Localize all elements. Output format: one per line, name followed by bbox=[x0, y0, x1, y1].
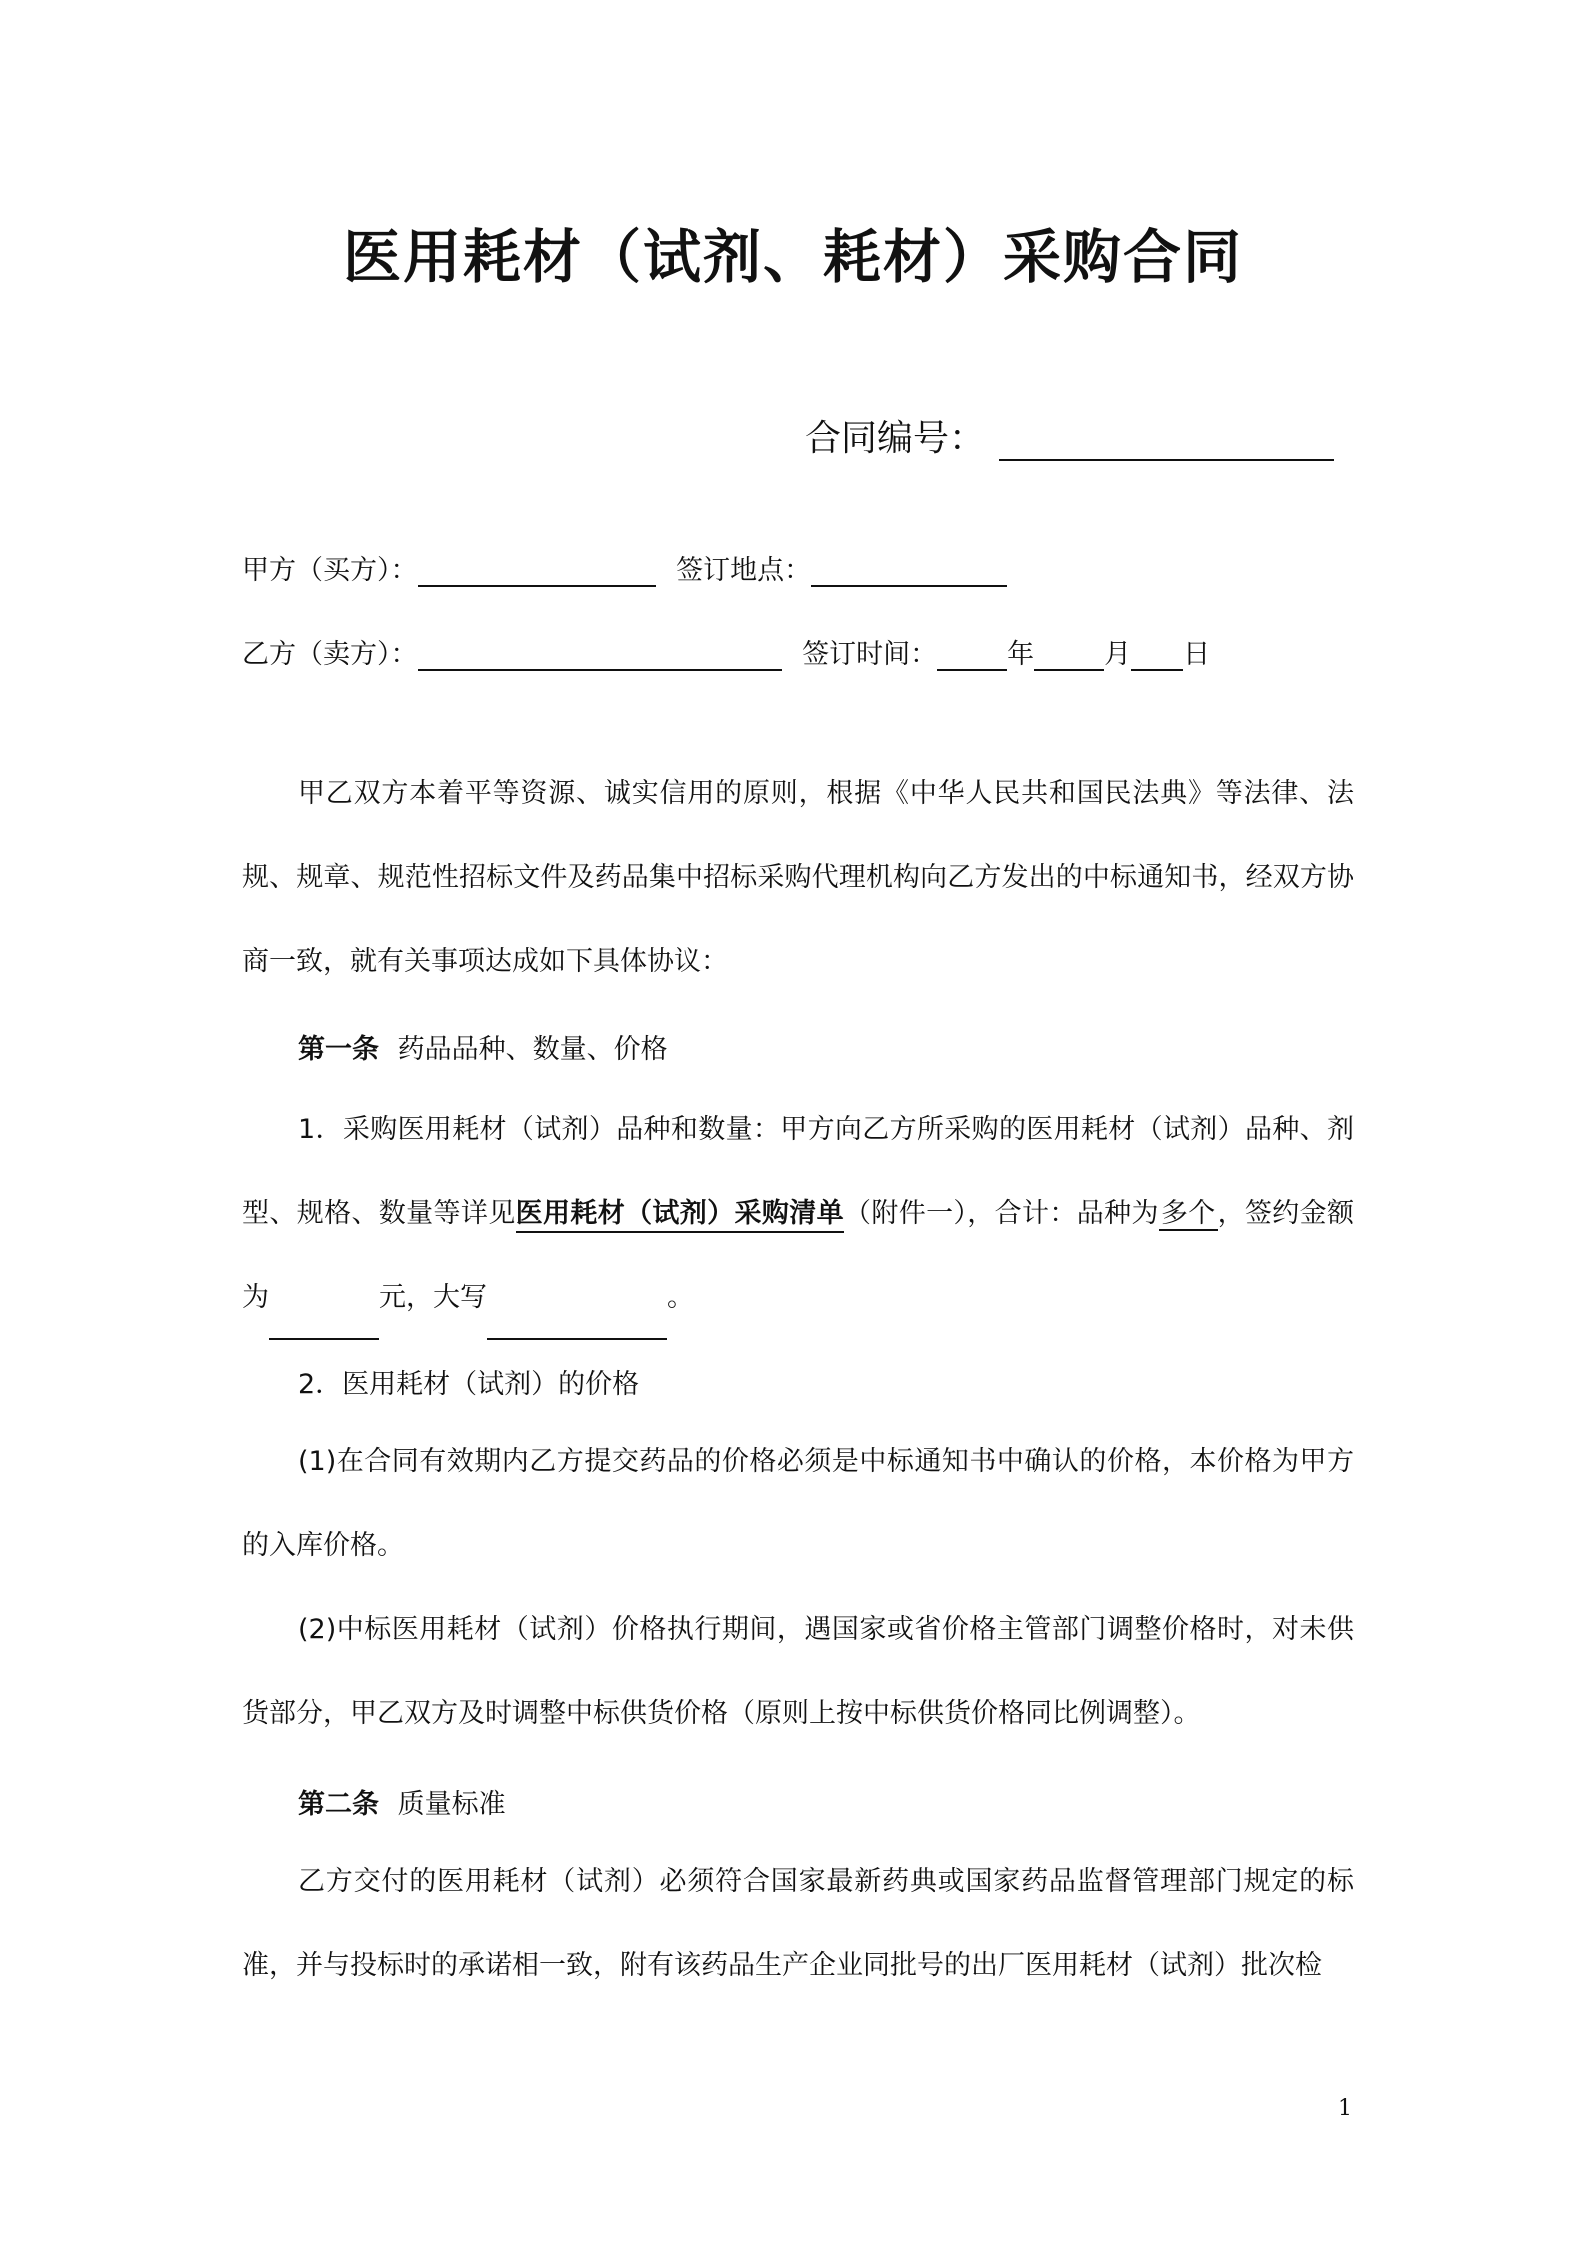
party-a-label: 甲方（买方）： bbox=[242, 555, 418, 586]
sign-place-blank[interactable] bbox=[811, 558, 1007, 587]
contract-number-field bbox=[805, 410, 1334, 461]
item-1-text-a: 1．采购医用耗材（试剂）品种和数量：甲方向乙方所采购的医用耗材（试剂）品种、剂型、规格、数量等详见 bbox=[242, 1114, 1354, 1229]
intro-paragraph: 甲乙双方本着平等资源、诚实信用的原则，根据《中华人民共和国民法典》等法律、法规、规章、规范性招标文件及药品集中招标采购代理机构向乙方发出的中标通知书，经双方协商一致，就有关事项达成如下具体协议： bbox=[242, 778, 1354, 977]
party-b-blank[interactable] bbox=[418, 642, 782, 671]
item-1-text-c: ，签约金额为 bbox=[242, 1198, 1355, 1313]
year-label: 年 bbox=[1007, 639, 1035, 670]
article-2-title: 质量标准 bbox=[397, 1789, 506, 1820]
sign-time-label: 签订时间： bbox=[802, 639, 938, 670]
document-title: 医用耗材（试剂、耗材）采购合同 bbox=[342, 223, 1243, 291]
article-2-paragraph: 乙方交付的医用耗材（试剂）必须符合国家最新药典或国家药品监督管理部门规定的标准，并与投标时的承诺相一致，附有该药品生产企业同批号的出厂医用耗材（试剂）批次检 bbox=[242, 1866, 1354, 1981]
article-1-item-2-heading: 2．医用耗材（试剂）的价格 bbox=[298, 1369, 640, 1400]
party-a-row bbox=[242, 548, 1007, 587]
page-number: 1 bbox=[1338, 2096, 1352, 2121]
item-1-text-e: 。 bbox=[667, 1282, 694, 1313]
day-label: 日 bbox=[1183, 639, 1211, 670]
contract-number-blank[interactable] bbox=[999, 423, 1334, 461]
sign-place-label: 签订地点： bbox=[676, 555, 812, 586]
party-a-blank[interactable] bbox=[418, 558, 656, 587]
variety-count: 多个 bbox=[1160, 1198, 1216, 1229]
year-blank[interactable] bbox=[937, 642, 1007, 671]
party-b-row bbox=[242, 632, 1210, 671]
month-label: 月 bbox=[1104, 639, 1132, 670]
article-2-heading bbox=[298, 1782, 506, 1821]
article-1-number: 第一条 bbox=[298, 1034, 379, 1065]
month-blank[interactable] bbox=[1034, 642, 1104, 671]
amount-words-blank[interactable] bbox=[487, 1308, 667, 1340]
article-1-heading bbox=[298, 1027, 668, 1066]
article-2-number: 第二条 bbox=[298, 1789, 379, 1820]
contract-number-label: 合同编号： bbox=[805, 418, 986, 459]
item-1-text-d: 元，大写 bbox=[379, 1282, 487, 1313]
article-1-item-1 bbox=[242, 1088, 1354, 1340]
item-1-text-b: （附件一），合计：品种为 bbox=[843, 1198, 1159, 1229]
amount-blank[interactable] bbox=[269, 1308, 379, 1340]
party-b-label: 乙方（卖方）： bbox=[242, 639, 418, 670]
article-1-title: 药品品种、数量、价格 bbox=[397, 1034, 668, 1065]
procurement-list-link: 医用耗材（试剂）采购清单 bbox=[516, 1198, 844, 1233]
price-clause-1: (1)在合同有效期内乙方提交药品的价格必须是中标通知书中确认的价格，本价格为甲方的入库价格。 bbox=[242, 1446, 1354, 1561]
price-clause-2: (2)中标医用耗材（试剂）价格执行期间，遇国家或省价格主管部门调整价格时，对未供货部分，甲乙双方及时调整中标供货价格（原则上按中标供货价格同比例调整）。 bbox=[242, 1614, 1354, 1729]
day-blank[interactable] bbox=[1131, 642, 1183, 671]
